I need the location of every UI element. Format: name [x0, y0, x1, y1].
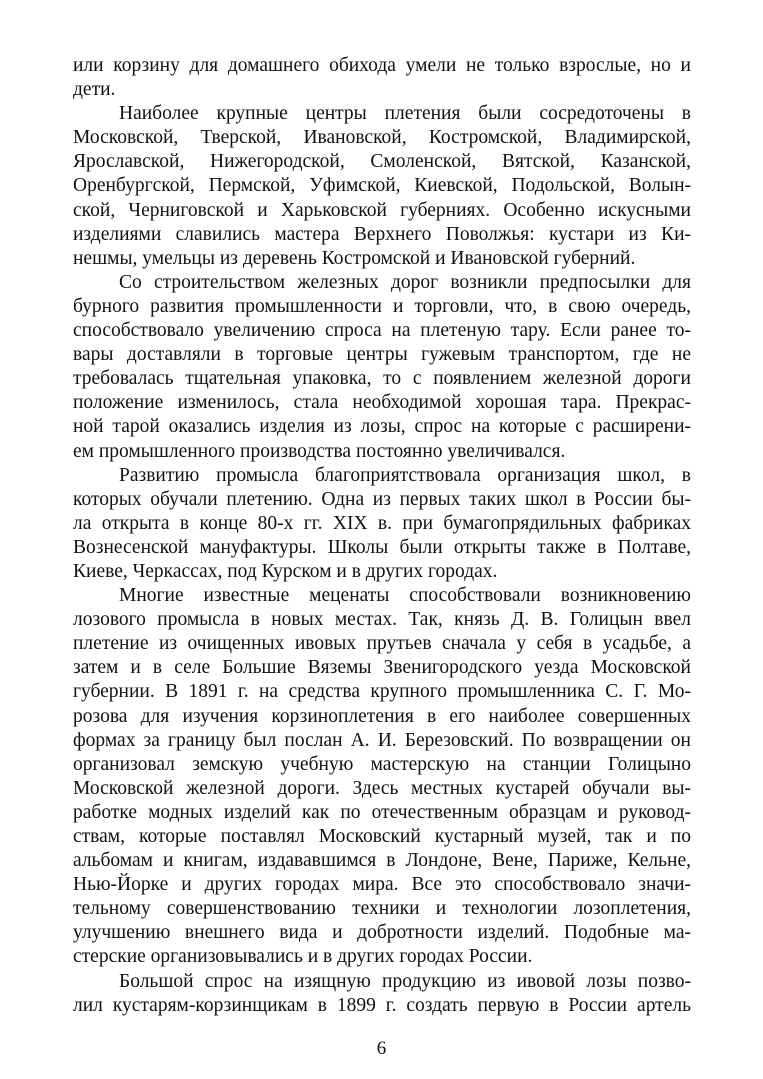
text-line: формах за границу был послан А. И. Березовский. По возвращении он	[73, 729, 691, 751]
text-line: вары доставляли в торговые центры гужевым транспортом, где не	[73, 344, 691, 366]
paragraph	[73, 54, 691, 102]
text-line: ем промышленного производства постоянно увеличивался.	[73, 440, 566, 462]
text-line: губернии. В 1891 г. на средства крупного промышленника С. Г. Мо-	[73, 681, 691, 703]
paragraph	[73, 464, 691, 584]
text-line: Большой спрос на изящную продукцию из ивовой лозы позво-	[119, 970, 691, 992]
body-text	[73, 54, 691, 1018]
text-line: бурного развития промышленности и торговли, что, в свою очередь,	[73, 295, 691, 317]
paragraph	[73, 102, 691, 271]
text-line: Многие известные меценаты способствовали возникновению	[119, 585, 691, 607]
text-line: тельному совершенствованию техники и технологии лозоплетения,	[73, 898, 691, 920]
paragraph	[73, 271, 691, 464]
text-line: альбомам и книгам, издававшимся в Лондоне, Вене, Париже, Кельне,	[73, 850, 691, 872]
text-line: дети.	[73, 79, 116, 101]
text-line: Вознесенской мануфактуры. Школы были открыты также в Полтаве,	[73, 536, 691, 558]
text-line: Киеве, Черкассах, под Курском и в других городах.	[73, 560, 498, 582]
text-line: работке модных изделий как по отечественным образцам и руковод-	[73, 801, 691, 823]
text-line: лозового промысла в новых местах. Так, князь Д. В. Голицын ввел	[73, 609, 691, 631]
text-line: которых обучали плетению. Одна из первых таких школ в России бы-	[73, 488, 691, 510]
text-line: Развитию промысла благоприятствовала организация школ, в	[119, 464, 691, 486]
text-line: нешмы, умельцы из деревень Костромской и Ивановской губерний.	[73, 247, 636, 269]
text-line: улучшению внешнего вида и добротности изделий. Подобные ма-	[73, 922, 691, 944]
text-line: Оренбургской, Пермской, Уфимской, Киевской, Подольской, Волын-	[73, 175, 691, 197]
text-line: способствовало увеличению спроса на плетеную тару. Если ранее то-	[73, 320, 691, 342]
paragraph	[73, 970, 691, 1018]
text-line: ской, Черниговской и Харьковской губерниях. Особенно искусными	[73, 199, 691, 221]
text-line: розова для изучения корзиноплетения в его наиболее совершенных	[73, 705, 691, 727]
text-line: Московской железной дороги. Здесь местных кустарей обучали вы-	[73, 777, 691, 799]
text-line: изделиями славились мастера Верхнего Поволжья: кустари из Ки-	[73, 223, 691, 245]
text-line: ной тарой оказались изделия из лозы, спрос на которые с расширени-	[73, 416, 691, 438]
text-line: или корзину для домашнего обихода умели не только взрослые, но и	[73, 55, 691, 76]
text-line: ла открыта в конце 80-х гг. XIX в. при бумагопрядильных фабриках	[73, 512, 691, 534]
page-number: 6	[376, 1038, 387, 1059]
text-line: Со строительством железных дорог возникли предпосылки для	[119, 271, 691, 293]
text-line: Московской, Тверской, Ивановской, Костромской, Владимирской,	[73, 127, 691, 149]
text-line: Наиболее крупные центры плетения были сосредоточены в	[119, 103, 691, 125]
text-line: Нью-Йорке и других городах мира. Все это способствовало значи-	[73, 874, 691, 896]
text-line: требовалась тщательная упаковка, то с появлением железной дороги	[73, 368, 691, 390]
text-line: организовал земскую учебную мастерскую на станции Голицыно	[73, 753, 691, 775]
text-line: лил кустарям-корзинщикам в 1899 г. создать первую в России артель	[73, 994, 691, 1016]
text-line: положение изменилось, стала необходимой хорошая тара. Прекрас-	[73, 392, 691, 414]
text-line: стерские организовывались и в других городах России.	[73, 946, 533, 968]
text-line: затем и в селе Большие Вяземы Звенигородского уезда Московской	[73, 657, 691, 679]
text-line: плетение из очищенных ивовых прутьев сначала у себя в усадьбе, а	[73, 633, 691, 655]
paragraph	[73, 584, 691, 970]
text-line: Ярославской, Нижегородской, Смоленской, Вятской, Казанской,	[73, 151, 691, 173]
text-line: ствам, которые поставлял Московский кустарный музей, так и по	[73, 826, 691, 847]
